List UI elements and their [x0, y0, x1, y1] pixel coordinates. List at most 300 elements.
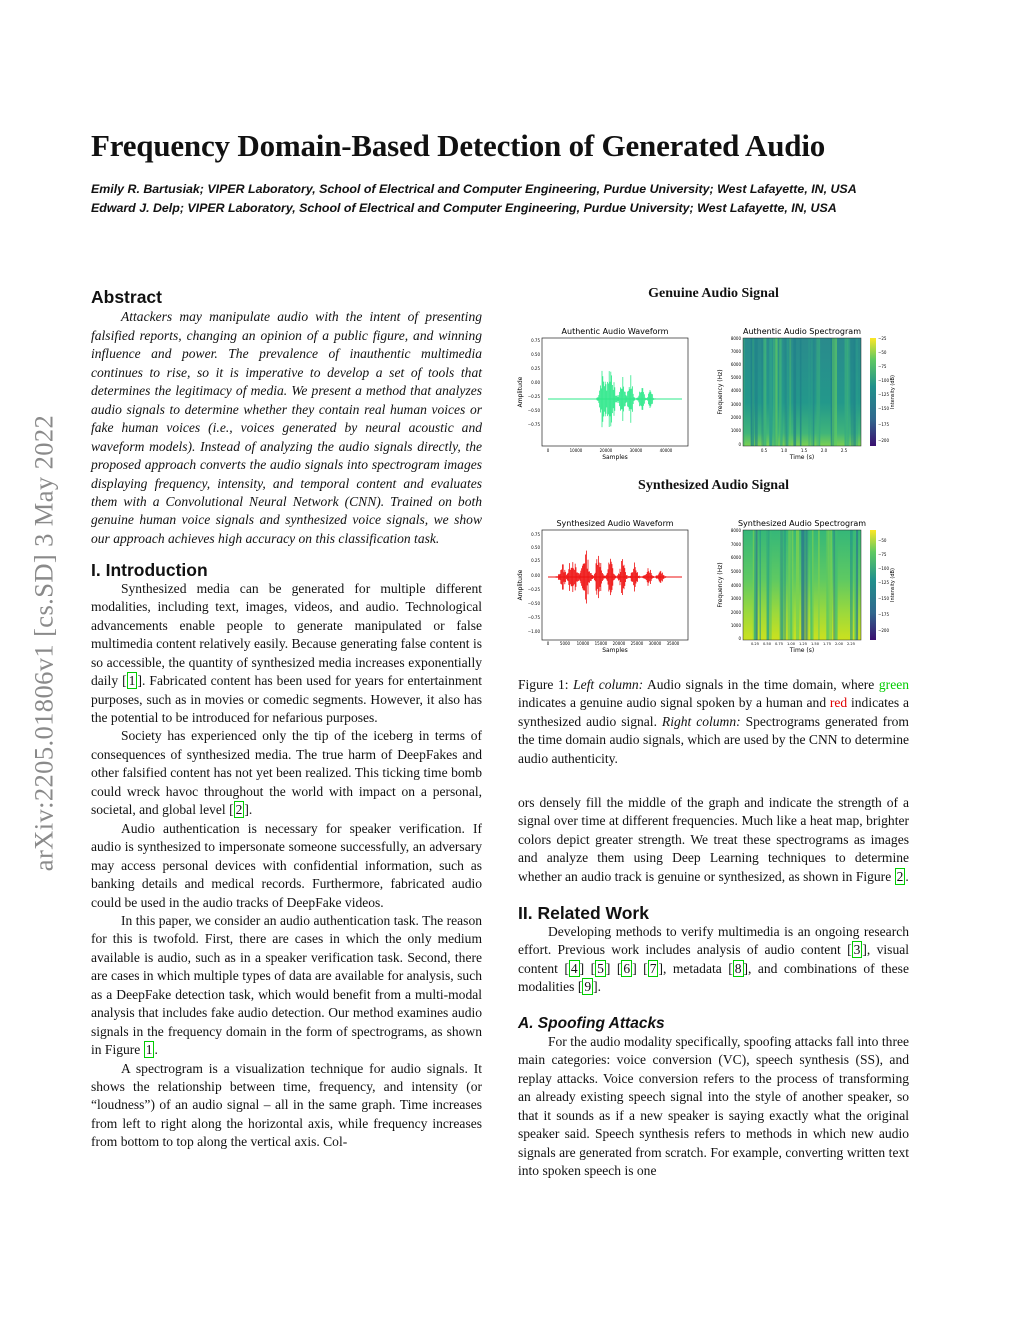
waveform-sample	[555, 577, 556, 578]
waveform-sample	[664, 576, 665, 577]
auth-intensity-label: Intensity (dB)	[890, 375, 896, 409]
svg-text:1000: 1000	[730, 428, 741, 433]
svg-text:0.00: 0.00	[531, 380, 540, 385]
waveform-sample	[622, 377, 623, 421]
spoofing-paragraph: For the audio modality specifically, spoofing attacks fall into three main categories: voice conversion (VC), speech synthesis (SS), and replay attacks. Voice conversion refers to the process of transforming an already existing speech signal into the style of another speaker, so that it sounds as if a new speaker is saying exactly what the original speaker said. Speech synthesis refers to methods in which new audio signals are generated from scratch. For example, converting written text into spoken speech is one	[518, 1033, 909, 1179]
waveform-sample	[605, 382, 606, 417]
svg-text:5000: 5000	[730, 375, 741, 380]
waveform-sample	[580, 573, 581, 581]
waveform-sample	[650, 390, 651, 408]
spectrogram-band	[793, 338, 796, 446]
waveform-sample	[633, 569, 634, 585]
waveform-sample	[596, 563, 597, 590]
spectrogram-band	[855, 338, 858, 446]
waveform-sample	[629, 576, 630, 578]
syn-waveform-trace	[554, 551, 670, 604]
svg-text:0.75: 0.75	[531, 338, 540, 343]
svg-text:−200: −200	[878, 438, 889, 443]
author-1: Emily R. Bartusiak; VIPER Laboratory, School of Electrical and Computer Engineering, Purdue University; West Lafayette, IN, USA	[91, 182, 857, 196]
waveform-sample	[557, 576, 558, 577]
waveform-sample	[610, 382, 611, 417]
waveform-sample	[584, 563, 585, 590]
waveform-sample	[636, 398, 637, 400]
waveform-sample	[645, 398, 646, 401]
citation-link[interactable]: 1	[128, 673, 136, 689]
waveform-sample	[606, 391, 607, 408]
waveform-sample	[610, 372, 611, 427]
waveform-sample	[574, 570, 575, 585]
waveform-sample	[606, 384, 607, 414]
waveform-sample	[619, 392, 620, 406]
svg-text:−0.75: −0.75	[527, 422, 540, 427]
waveform-sample	[618, 574, 619, 581]
syn-wave-title: Synthesized Audio Waveform	[556, 519, 674, 528]
svg-text:7000: 7000	[730, 349, 741, 354]
spectrogram-band	[808, 338, 810, 446]
waveform-sample	[622, 559, 623, 595]
spectrogram-band	[784, 530, 787, 640]
waveform-sample	[627, 392, 628, 407]
svg-text:1.50: 1.50	[810, 642, 820, 646]
waveform-sample	[649, 392, 650, 405]
waveform-sample	[563, 564, 564, 589]
spectrogram-continuation: ors densely fill the middle of the graph and indicate the strength of a signal over time at different frequencies. Much like a heat map, brighter colors depict greater strength. We treat these spectrograms as images and analyze them using Deep Learning techniques to determine whether an audio track is genuine or synthesized, as shown in Figure 2 .	[518, 795, 909, 884]
spectrogram-band	[835, 338, 837, 446]
waveform-sample	[597, 565, 598, 589]
waveform-sample	[558, 574, 559, 580]
waveform-sample	[587, 569, 588, 586]
syn-colorbar	[870, 530, 876, 640]
citation-link[interactable]: 2	[235, 802, 243, 818]
waveform-sample	[594, 574, 595, 580]
waveform-sample	[614, 574, 615, 579]
syn-amplitude-label: Amplitude	[517, 569, 524, 601]
auth-colorbar	[870, 338, 876, 446]
waveform-sample	[601, 388, 602, 409]
waveform-sample	[606, 575, 607, 580]
auth-time-label: Time (s)	[789, 454, 815, 461]
citation-link[interactable]: 4	[570, 960, 578, 976]
waveform-sample	[607, 573, 608, 581]
svg-text:−75: −75	[878, 364, 887, 369]
waveform-sample	[631, 389, 632, 410]
waveform-sample	[614, 382, 615, 416]
waveform-sample	[650, 392, 651, 407]
waveform-sample	[648, 568, 649, 586]
waveform-sample	[668, 577, 669, 578]
waveform-sample	[649, 573, 650, 582]
waveform-sample	[561, 570, 562, 585]
waveform-sample	[658, 574, 659, 579]
waveform-sample	[579, 574, 580, 579]
waveform-sample	[618, 397, 619, 401]
waveform-sample	[631, 573, 632, 581]
waveform-sample	[630, 576, 631, 578]
spectrogram-band	[765, 338, 767, 446]
waveform-sample	[611, 562, 612, 593]
waveform-sample	[611, 375, 612, 422]
svg-text:−200: −200	[878, 628, 889, 633]
waveform-sample	[668, 577, 669, 578]
waveform-sample	[608, 569, 609, 584]
waveform-sample	[642, 388, 643, 410]
intro-paragraph-1: Synthesized media can be generated for multiple different modalities, including text, images, videos, and audio. Technological advancements enable people to generate manipulated or false multimedia content relatively easily. Because generating false content is so accessible, the quantity of synthesized media increases exponentially daily [ 1 ]. Fabricated content has been used for years for entertainment purposes, such as in movies or comedic segments. However, it also has the potential to be introduced for nefarious purposes.	[91, 580, 482, 725]
waveform-sample	[564, 570, 565, 584]
svg-text:0.5: 0.5	[760, 448, 768, 453]
waveform-sample	[639, 576, 640, 579]
spectrogram-band	[796, 530, 799, 640]
spectrogram-band	[785, 338, 788, 446]
waveform-sample	[651, 394, 652, 404]
waveform-sample	[612, 564, 613, 590]
waveform-sample	[603, 382, 604, 417]
spectrogram-band	[805, 530, 806, 640]
waveform-sample	[577, 573, 578, 582]
waveform-sample	[608, 563, 609, 592]
citation-link[interactable]: 3	[853, 942, 861, 958]
svg-text:−175: −175	[878, 612, 889, 617]
spectrogram-band	[812, 530, 813, 640]
auth-wave-yticks	[528, 338, 541, 427]
waveform-sample	[644, 394, 645, 403]
waveform-sample	[651, 573, 652, 581]
waveform-sample	[572, 562, 573, 592]
auth-samples-label: Samples	[602, 454, 628, 461]
spectrogram-band	[754, 530, 756, 640]
svg-text:−125: −125	[878, 392, 889, 397]
svg-text:7000: 7000	[730, 542, 741, 547]
waveform-sample	[655, 398, 656, 399]
waveform-sample	[607, 382, 608, 416]
spectrogram-band	[856, 530, 858, 640]
svg-text:0: 0	[546, 641, 550, 646]
waveform-sample	[660, 571, 661, 583]
waveform-sample	[576, 573, 577, 582]
waveform-sample	[640, 576, 641, 577]
waveform-sample	[592, 575, 593, 579]
waveform-sample	[624, 565, 625, 589]
waveform-sample	[667, 577, 668, 578]
waveform-sample	[554, 577, 555, 578]
waveform-sample	[600, 567, 601, 587]
waveform-sample	[644, 575, 645, 579]
svg-text:1000: 1000	[730, 623, 741, 628]
citation-link[interactable]: 7	[649, 960, 657, 976]
waveform-sample	[568, 569, 569, 585]
spectrogram-band	[743, 338, 744, 446]
svg-text:−50: −50	[878, 538, 887, 543]
waveform-sample	[567, 574, 568, 581]
waveform-sample	[638, 398, 639, 401]
waveform-sample	[626, 396, 627, 402]
svg-text:−25: −25	[878, 336, 887, 341]
waveform-sample	[566, 575, 567, 579]
waveform-sample	[640, 393, 641, 406]
svg-text:2.0: 2.0	[820, 448, 828, 453]
waveform-sample	[601, 571, 602, 584]
waveform-sample	[613, 574, 614, 581]
waveform-sample	[654, 398, 655, 399]
waveform-sample	[585, 555, 586, 600]
svg-text:1.25: 1.25	[798, 642, 808, 646]
waveform-sample	[638, 396, 639, 403]
abstract-heading: Abstract	[91, 287, 162, 307]
spectrogram-band	[850, 530, 853, 640]
waveform-sample	[626, 575, 627, 579]
svg-text:0.50: 0.50	[531, 352, 540, 357]
svg-text:0: 0	[738, 636, 741, 641]
syn-freq-ticks	[731, 528, 742, 641]
waveform-sample	[599, 391, 600, 408]
waveform-sample	[602, 371, 603, 427]
waveform-sample	[572, 568, 573, 586]
waveform-sample	[646, 398, 647, 400]
citation-link[interactable]: 8	[734, 960, 742, 976]
svg-text:−75: −75	[878, 552, 887, 557]
svg-text:5000: 5000	[559, 641, 571, 646]
waveform-sample	[603, 574, 604, 580]
waveform-sample	[656, 575, 657, 579]
citation-link[interactable]: 6	[623, 960, 631, 976]
waveform-sample	[569, 563, 570, 591]
waveform-sample	[596, 398, 597, 400]
spectrogram-band	[813, 338, 815, 446]
spectrogram-band	[828, 530, 831, 640]
waveform-sample	[571, 568, 572, 586]
svg-text:40000: 40000	[659, 448, 673, 453]
waveform-sample	[604, 386, 605, 412]
syn-wave-xticks	[547, 641, 680, 646]
figure-link[interactable]: 1	[145, 1042, 153, 1058]
spectrogram-band	[845, 338, 848, 446]
intro-paragraph-2: Society has experienced only the tip of the iceberg in terms of consequences of synthesized media. The true harm of DeepFakes and other falsified content has not yet been realized. This ticking time bomb could wreck havoc throughout the world with impact on a personal, societal, and global level [ 2 ].	[91, 728, 482, 818]
waveform-sample	[598, 397, 599, 401]
spectrogram-band	[855, 530, 857, 640]
citation-link[interactable]: 5	[597, 960, 604, 976]
waveform-sample	[663, 575, 664, 579]
waveform-sample	[582, 566, 583, 589]
waveform-sample	[591, 573, 592, 581]
svg-text:2000: 2000	[730, 415, 741, 420]
waveform-sample	[628, 577, 629, 578]
spectrogram-band	[835, 530, 838, 640]
waveform-sample	[623, 387, 624, 412]
waveform-sample	[645, 575, 646, 580]
waveform-sample	[646, 574, 647, 580]
figure-caption: Figure 1: Left column: Audio signals in the time domain, where green indicates a genuine audio signal spoken by a human and red indicates a synthesized audio signal. Right column: Spectrograms generated from the time domain audio signals, which are used by the CNN to determine audio authenticity.	[518, 677, 909, 766]
waveform-sample	[654, 398, 655, 399]
svg-text:2.25: 2.25	[846, 642, 856, 646]
figure-link[interactable]: 2	[896, 868, 904, 884]
svg-text:−175: −175	[878, 422, 889, 427]
svg-text:2.00: 2.00	[834, 642, 844, 646]
svg-text:0.25: 0.25	[750, 642, 760, 646]
waveform-sample	[633, 394, 634, 404]
svg-text:20000: 20000	[612, 641, 626, 646]
svg-text:30000: 30000	[629, 448, 643, 453]
auth-db-ticks	[878, 336, 889, 443]
genuine-figure-title: Genuine Audio Signal	[648, 286, 779, 301]
svg-text:30000: 30000	[648, 641, 662, 646]
waveform-sample	[657, 575, 658, 578]
waveform-sample	[608, 384, 609, 415]
waveform-sample	[598, 395, 599, 403]
waveform-sample	[556, 576, 557, 577]
intro-heading: I. Introduction	[91, 560, 208, 581]
waveform-sample	[560, 574, 561, 580]
waveform-sample	[609, 371, 610, 427]
waveform-sample	[636, 570, 637, 583]
auth-freq-label: Frequency (Hz)	[717, 369, 724, 415]
syn-samples-label: Samples	[602, 647, 628, 654]
svg-text:−0.25: −0.25	[527, 587, 540, 592]
waveform-sample	[604, 576, 605, 579]
auth-spec-title: Authentic Audio Spectrogram	[742, 327, 862, 336]
svg-text:20000: 20000	[599, 448, 613, 453]
waveform-sample	[653, 576, 654, 578]
waveform-sample	[639, 392, 640, 407]
waveform-sample	[580, 571, 581, 584]
spectrogram-band	[752, 338, 753, 446]
waveform-sample	[592, 575, 593, 579]
svg-text:1.5: 1.5	[800, 448, 808, 453]
waveform-sample	[641, 576, 642, 577]
svg-text:8000: 8000	[730, 528, 741, 533]
waveform-sample	[562, 564, 563, 589]
author-2: Edward J. Delp; VIPER Laboratory, School of Electrical and Computer Engineering, Purdue University; West Lafayette, IN, USA	[91, 201, 837, 215]
waveform-sample	[612, 568, 613, 586]
paper-title: Frequency Domain-Based Detection of Generated Audio	[91, 128, 826, 163]
waveform-sample	[618, 395, 619, 403]
waveform-sample	[636, 573, 637, 582]
waveform-sample	[610, 559, 611, 595]
waveform-sample	[597, 398, 598, 401]
citation-link[interactable]: 9	[584, 979, 592, 995]
svg-text:−1.00: −1.00	[527, 629, 540, 634]
spectrogram-band	[832, 338, 835, 446]
spectrogram-band	[851, 338, 854, 446]
waveform-sample	[626, 395, 627, 403]
waveform-sample	[575, 564, 576, 591]
svg-text:0.50: 0.50	[762, 642, 772, 646]
svg-text:8000: 8000	[730, 336, 741, 341]
waveform-sample	[632, 572, 633, 581]
svg-text:−0.75: −0.75	[527, 615, 540, 620]
waveform-sample	[615, 576, 616, 579]
waveform-sample	[581, 568, 582, 586]
svg-text:1.0: 1.0	[780, 448, 788, 453]
waveform-sample	[568, 573, 569, 581]
waveform-sample	[605, 576, 606, 579]
waveform-sample	[622, 389, 623, 410]
syn-intensity-label: Intensity (dB)	[890, 568, 896, 602]
svg-text:35000: 35000	[666, 641, 680, 646]
waveform-sample	[652, 394, 653, 404]
auth-time-ticks	[761, 448, 848, 453]
waveform-sample	[578, 573, 579, 581]
svg-text:1.00: 1.00	[786, 642, 796, 646]
waveform-sample	[655, 577, 656, 578]
spectrogram-band	[818, 530, 820, 640]
spectrogram-band	[788, 530, 790, 640]
spoofing-heading: A. Spoofing Attacks	[518, 1014, 665, 1032]
waveform-sample	[584, 564, 585, 591]
svg-text:3000: 3000	[730, 402, 741, 407]
svg-text:0.25: 0.25	[531, 366, 540, 371]
svg-text:−150: −150	[878, 406, 889, 411]
waveform-sample	[600, 386, 601, 413]
auth-wave-title: Authentic Audio Waveform	[561, 327, 669, 336]
waveform-sample	[556, 576, 557, 577]
related-work-paragraph: Developing methods to verify multimedia is an ongoing research effort. Previous work includes analysis of audio content [ 3 ], visual content [ 4 ] [ 5 ] [ 6 ] [ 7 ], metadata [ 8 ], and combinations of these modalities [ 9 ].	[518, 923, 909, 995]
waveform-sample	[588, 560, 589, 595]
waveform-sample	[665, 576, 666, 578]
synth-figure-title: Synthesized Audio Signal	[638, 478, 789, 493]
left-column	[91, 288, 482, 1152]
svg-text:3000: 3000	[730, 596, 741, 601]
auth-wave-xticks	[547, 448, 673, 453]
waveform-sample	[616, 396, 617, 402]
waveform-sample	[609, 564, 610, 590]
waveform-sample	[616, 576, 617, 577]
arxiv-side-label	[14, 355, 74, 930]
waveform-sample	[625, 392, 626, 406]
waveform-sample	[652, 575, 653, 579]
waveform-sample	[642, 388, 643, 410]
waveform-sample	[656, 576, 657, 578]
waveform-sample	[652, 576, 653, 578]
waveform-sample	[664, 575, 665, 578]
spectrogram-band	[781, 530, 784, 640]
svg-text:2000: 2000	[730, 610, 741, 615]
waveform-sample	[654, 577, 655, 578]
arxiv-id: arXiv:2205.01806v1 [cs.SD] 3 May 2022	[28, 414, 59, 871]
waveform-sample	[600, 563, 601, 591]
svg-text:−50: −50	[878, 350, 887, 355]
auth-amplitude-label: Amplitude	[517, 376, 524, 408]
waveform-sample	[630, 389, 631, 409]
svg-text:5000: 5000	[730, 569, 741, 574]
syn-wave-yticks	[528, 532, 541, 634]
spectrogram-band	[777, 338, 779, 446]
spectrogram-band	[800, 338, 802, 446]
waveform-sample	[661, 574, 662, 581]
syn-time-label: Time (s)	[789, 647, 815, 654]
svg-text:10000: 10000	[569, 448, 583, 453]
waveform-sample	[583, 564, 584, 590]
waveform-sample	[625, 572, 626, 582]
spectrogram-band	[755, 338, 758, 446]
syn-db-ticks	[878, 538, 889, 633]
waveform-sample	[628, 391, 629, 407]
waveform-sample	[620, 569, 621, 585]
waveform-sample	[617, 395, 618, 402]
waveform-sample	[624, 392, 625, 407]
waveform-sample	[620, 572, 621, 582]
waveform-sample	[620, 387, 621, 410]
svg-text:0.25: 0.25	[531, 558, 540, 563]
svg-text:1.75: 1.75	[822, 642, 832, 646]
syn-freq-label: Frequency (Hz)	[717, 562, 724, 608]
spectrogram-band	[767, 530, 769, 640]
waveform-sample	[641, 392, 642, 406]
waveform-sample	[637, 572, 638, 582]
waveform-sample	[635, 398, 636, 399]
waveform-sample	[653, 398, 654, 400]
waveform-sample	[570, 570, 571, 585]
auth-waveform-trace	[596, 371, 656, 427]
waveform-sample	[669, 577, 670, 578]
